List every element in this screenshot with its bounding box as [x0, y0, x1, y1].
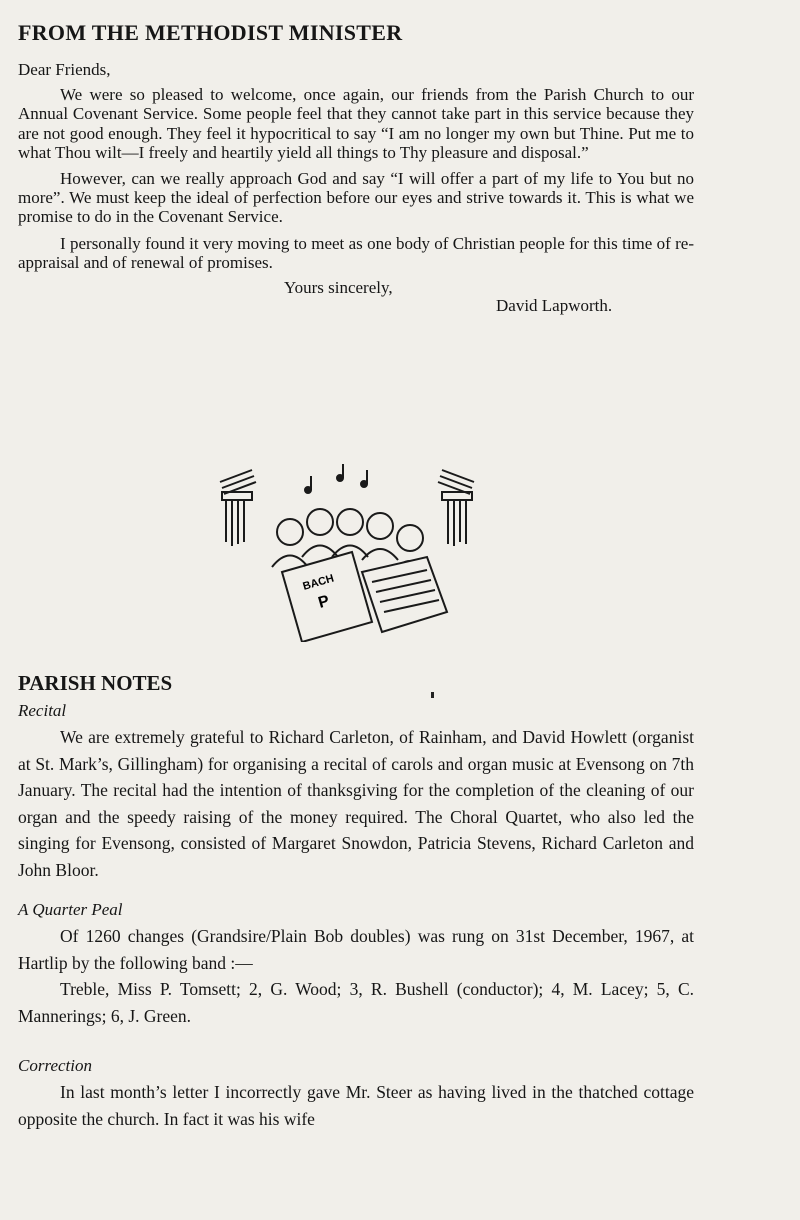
- closing: Yours sincerely,: [284, 278, 393, 298]
- book-text-p: P: [316, 592, 332, 612]
- choir-illustration: [212, 462, 484, 642]
- methodist-letter: [18, 18, 694, 318]
- correction-paragraph: In last month’s letter I incorrectly gave Mr. Steer as having lived in the thatched cottage opposite the church. In fact it was his wife: [18, 1082, 694, 1129]
- parish-notes-heading: PARISH NOTES: [18, 671, 173, 695]
- section-title-recital: Recital: [18, 701, 67, 720]
- letter-paragraph: I personally found it very moving to meet as one body of Christian people for this time of re-appraisal and of renewal of promises.: [18, 233, 694, 272]
- letter-paragraph: However, can we really approach God and say “I will offer a part of my life to You but no more”. We must keep the ideal of perfection before our eyes and strive towards it. This is what we promise to do in the Covenant Service.: [18, 169, 694, 227]
- recital-paragraph: We are extremely grateful to Richard Carleton, of Rainham, and David Howlett (organist at St. Mark’s, Gillingham) for organising a recital of carols and organ music at Evensong on 7th January. The recital had the intention of thanksgiving for the completion of the cleaning of our organ and the speedy raising of the money required. The Choral Quartet, who also led the singing for Evensong, consisted of Margaret Snowdon, Patricia Stevens, Richard Carleton and John Bloor.: [18, 727, 694, 880]
- quarter-peal-band: Treble, Miss P. Tomsett; 2, G. Wood; 3, R. Bushell (conductor); 4, M. Lacey; 5, C. Mannerings; 6, J. Green.: [18, 979, 694, 1026]
- salutation: Dear Friends,: [18, 60, 111, 79]
- book-text-bach: BACH: [301, 572, 336, 593]
- section-title-quarter-peal: A Quarter Peal: [18, 900, 123, 919]
- letter-body: [18, 60, 694, 318]
- signoff: [18, 278, 694, 318]
- signature: David Lapworth.: [496, 296, 613, 316]
- parish-notes: [18, 668, 694, 1132]
- quarter-peal-paragraph: Of 1260 changes (Grandsire/Plain Bob doubles) was rung on 31st December, 1967, at Hartlip by the following band :—: [18, 926, 694, 973]
- letter-paragraph: We were so pleased to welcome, once again, our friends from the Parish Church to our Annual Covenant Service. Some people feel that they cannot take part in this service because they are not good enough. They feel it hypocritical to say “I am no longer my own but Thine. Put me to what Thou wilt—I freely and heartily yield all things to Thy pleasure and disposal.”: [18, 85, 694, 162]
- letter-heading: FROM THE METHODIST MINISTER: [18, 20, 403, 45]
- section-title-correction: Correction: [18, 1056, 92, 1075]
